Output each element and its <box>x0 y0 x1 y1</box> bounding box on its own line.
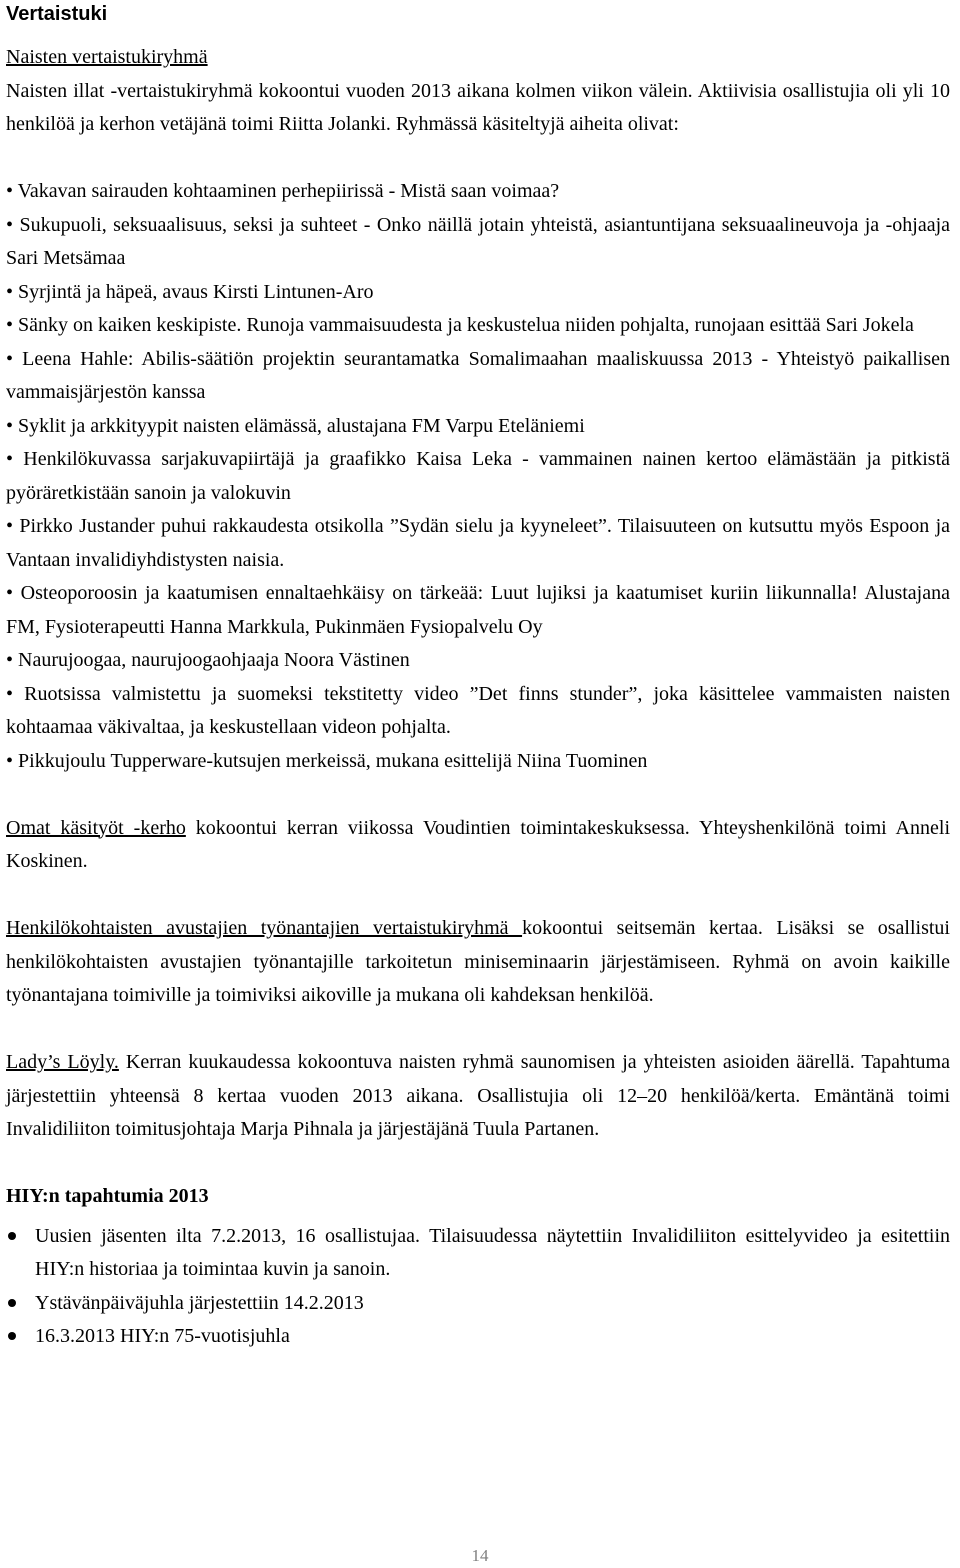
avustajat-link[interactable]: Henkilökohtaisten avustajien työnantajien vertaistukiryhmä <box>6 917 523 939</box>
list-item <box>6 343 950 410</box>
list-item-text: Ruotsissa valmistettu ja suomeksi tekstitetty video ”Det finns stunder”, joka käsittelee vammaisten naisten kohtaamaa väkivaltaa, ja keskustellaan videon pohjalta. <box>6 682 951 738</box>
spacer <box>6 1147 950 1181</box>
list-item <box>6 209 950 276</box>
list-item-text: Vakavan sairauden kohtaaminen perhepiirissä - Mistä saan voimaa? <box>17 180 560 202</box>
list-item-text: Sänky on kaiken keskipiste. Runoja vammaisuudesta ja keskustelua niiden pohjalta, runojaan esittää Sari Jokela <box>18 314 914 336</box>
list-item-text: Uusien jäsenten ilta 7.2.2013, 16 osallistujaa. Tilaisuudessa näytettiin Invalidiliiton esittelyvideo ja esitettiin HIY:n historiaa ja toimintaa kuvin ja sanoin. <box>35 1224 950 1280</box>
spacer <box>6 142 950 176</box>
list-item-text: Syklit ja arkkityypit naisten elämässä, alustajana FM Varpu Eteläniemi <box>18 414 585 437</box>
bullet-icon: • <box>6 347 14 370</box>
hiy-heading: HIY:n tapahtumia 2013 <box>6 1185 209 1207</box>
bullet-icon <box>8 1299 16 1307</box>
bullet-icon: • <box>6 682 14 705</box>
list-item <box>6 309 950 343</box>
list-item <box>6 510 950 577</box>
list-item-text: Leena Hahle: Abilis-säätiön projektin seurantamatka Somalimaahan maaliskuussa 2013 - Yhteistyö paikallisen vammaisjärjestön kanssa <box>6 347 950 403</box>
list-item-text: Ystävänpäiväjuhla järjestettiin 14.2.2013 <box>35 1291 364 1314</box>
bullet-icon: • <box>6 448 14 470</box>
list-item <box>6 577 950 644</box>
document-page <box>6 0 950 1354</box>
avustajat-text: kokoontui seitsemän kertaa. Lisäksi se osallistui henkilökohtaisten avustajien työnantajille tarkoitetun miniseminaarin järjestämiseen. Ryhmä on avoin kaikille työnantajana toimiville ja toimiviksi aikoville ja mukana oli kahdeksan henkilöä. <box>6 917 950 1006</box>
list-item-text: Pirkko Justander puhui rakkaudesta otsikolla ”Sydän sielu ja kyyneleet”. Tilaisuuteen on kutsuttu myös Espoon ja Vantaan invalidiyhdistysten naisia. <box>6 515 951 571</box>
bullet-icon: • <box>6 649 14 671</box>
page-number: 14 <box>471 1546 489 1565</box>
list-item <box>6 644 950 678</box>
kasityot-text: kokoontui kerran viikossa Voudintien toimintakeskuksessa. Yhteyshenkilönä toimi Anneli Koskinen. <box>6 816 950 872</box>
bullet-icon: • <box>6 213 14 236</box>
list-item-text: Pikkujoulu Tupperware-kutsujen merkeissä, mukana esittelijä Niina Tuominen <box>18 749 648 772</box>
bullet-icon: • <box>6 515 14 537</box>
bullet-icon <box>8 1232 16 1240</box>
kasityot-link[interactable]: Omat käsityöt -kerho <box>6 816 186 839</box>
spacer <box>6 778 950 812</box>
list-item <box>6 276 950 310</box>
bullet-icon: • <box>6 749 14 772</box>
list-item-text: 16.3.2013 HIY:n 75-vuotisjuhla <box>35 1325 290 1347</box>
spacer <box>6 1013 950 1047</box>
list-item <box>6 1287 950 1321</box>
bullet-icon: • <box>6 180 14 202</box>
list-item <box>6 410 950 444</box>
loyly-link[interactable]: Lady’s Löyly. <box>6 1051 119 1073</box>
bullet-icon <box>8 1332 16 1340</box>
bullet-icon: • <box>6 314 14 336</box>
bullet-icon: • <box>6 280 14 303</box>
spacer <box>6 879 950 913</box>
list-item <box>6 443 950 510</box>
list-item <box>6 1320 950 1354</box>
kasityot-paragraph <box>6 812 950 879</box>
loyly-paragraph <box>6 1046 950 1147</box>
list-item-text: Sukupuoli, seksuaalisuus, seksi ja suhteet - Onko näillä jotain yhteistä, asiantuntijana seksuaalineuvoja ja -ohjaaja Sari Metsämaa <box>6 213 951 269</box>
naisten-topics-list <box>6 175 950 778</box>
naisten-intro: Naisten illat -vertaistukiryhmä kokoontui vuoden 2013 aikana kolmen viikon välein. Aktiivisia osallistujia oli yli 10 henkilöä ja kerhon vetäjänä toimi Riitta Jolanki. Ryhmässä käsiteltyjä aiheita olivat: <box>6 79 950 135</box>
bullet-icon: • <box>6 414 14 437</box>
naisten-link <box>6 41 950 75</box>
list-item <box>6 1220 950 1287</box>
list-item-text: Syrjintä ja häpeä, avaus Kirsti Lintunen-Aro <box>18 280 374 303</box>
avustajat-paragraph <box>6 912 950 1013</box>
list-item <box>6 175 950 209</box>
list-item-text: Naurujoogaa, naurujoogaohjaaja Noora Västinen <box>18 649 410 671</box>
naisten-link-text[interactable]: Naisten vertaistukiryhmä <box>6 46 208 68</box>
list-item <box>6 678 950 745</box>
list-item-text: Osteoporoosin ja kaatumisen ennaltaehkäisy on tärkeää: Luut lujiksi ja kaatumiset kuriin liikunnalla! Alustajana FM, Fysioterapeutti Hanna Markkula, Pukinmäen Fysiopalvelu Oy <box>6 582 950 638</box>
loyly-text: Kerran kuukaudessa kokoontuva naisten ryhmä saunomisen ja yhteisten asioiden äärellä. Tapahtuma järjestettiin yhteensä 8 kertaa vuoden 2013 aikana. Osallistujia oli 12–20 henkilöä/kerta. Emäntänä toimi Invalidiliiton toimitusjohtaja Marja Pihnala ja järjestäjänä Tuula Partanen. <box>6 1051 950 1140</box>
section-heading: Vertaistuki <box>6 3 108 25</box>
hiy-events-list <box>6 1220 950 1354</box>
bullet-icon: • <box>6 582 14 604</box>
list-item <box>6 745 950 779</box>
list-item-text: Henkilökuvassa sarjakuvapiirtäjä ja graafikko Kaisa Leka - vammainen nainen kertoo elämästään ja pitkistä pyöräretkistään sanoin ja valokuvin <box>6 448 951 504</box>
